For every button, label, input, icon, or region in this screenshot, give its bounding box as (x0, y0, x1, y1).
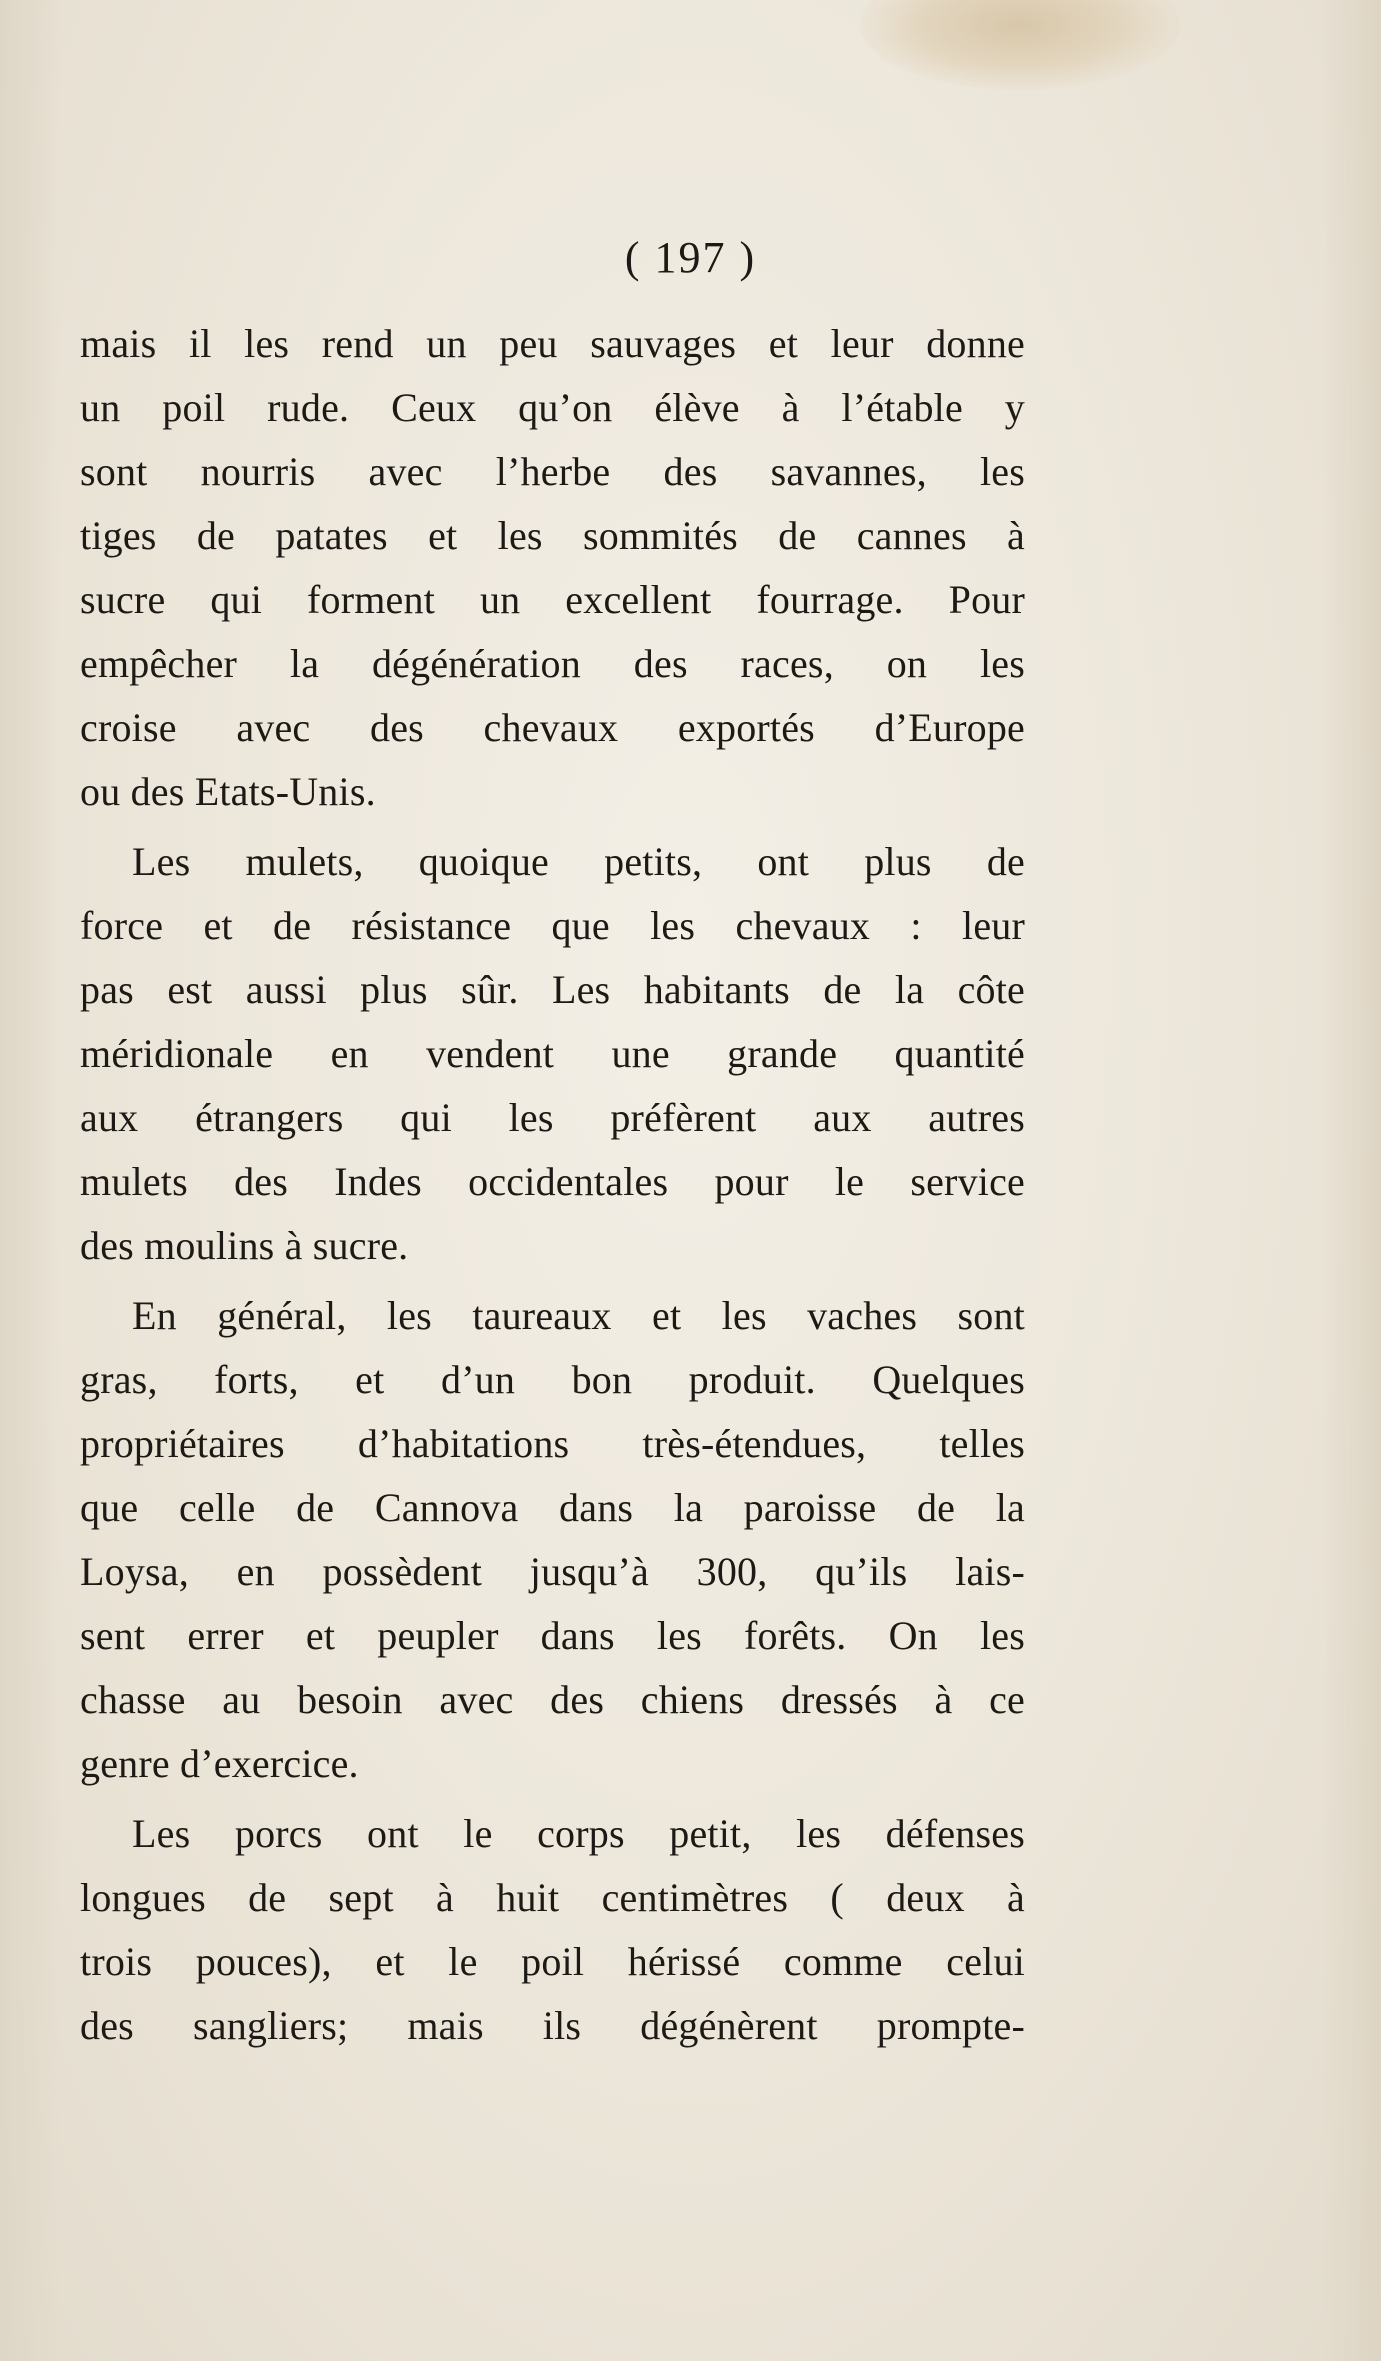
text-line: croise avec des chevaux exportés d’Europe (80, 705, 1025, 750)
text-line: Les mulets, quoique petits, ont plus de (132, 839, 1025, 884)
text-line: force et de résistance que les chevaux : leur (80, 903, 1025, 948)
right-edge-shade (1321, 0, 1381, 2361)
text-line: sucre qui forment un excellent fourrage. Pour (80, 577, 1025, 622)
page-number: ( 197 ) (624, 233, 757, 282)
text-line: mulets des Indes occidentales pour le service (80, 1159, 1025, 1204)
text-line: ou des Etats-Unis. (80, 769, 376, 814)
text-line: chasse au besoin avec des chiens dressés à ce (80, 1677, 1025, 1722)
text-line: Les porcs ont le corps petit, les défenses (132, 1811, 1025, 1856)
text-line: tiges de patates et les sommités de cannes à (80, 513, 1025, 558)
text-line: longues de sept à huit centimètres ( deux à (80, 1875, 1025, 1920)
text-line: que celle de Cannova dans la paroisse de la (80, 1485, 1025, 1530)
text-line: sent errer et peupler dans les forêts. On les (80, 1613, 1025, 1658)
text-line: des sangliers; mais ils dégénèrent prompte- (80, 2003, 1025, 2048)
body-text (80, 312, 1025, 2058)
left-edge-shade (0, 0, 60, 2361)
paper-stain (860, 0, 1180, 90)
text-line: méridionale en vendent une grande quantité (80, 1031, 1025, 1076)
text-line: gras, forts, et d’un bon produit. Quelques (80, 1357, 1025, 1402)
text-line: genre d’exercice. (80, 1741, 359, 1786)
text-line: empêcher la dégénération des races, on les (80, 641, 1025, 686)
text-line: trois pouces), et le poil hérissé comme celui (80, 1939, 1025, 1984)
text-line: sont nourris avec l’herbe des savannes, les (80, 449, 1025, 494)
text-line: mais il les rend un peu sauvages et leur donne (80, 321, 1025, 366)
text-line: un poil rude. Ceux qu’on élève à l’étable y (80, 385, 1025, 430)
text-line: Loysa, en possèdent jusqu’à 300, qu’ils lais- (80, 1549, 1025, 1594)
text-line: des moulins à sucre. (80, 1223, 409, 1268)
text-line: propriétaires d’habitations très-étendues, telles (80, 1421, 1025, 1466)
text-line: pas est aussi plus sûr. Les habitants de la côte (80, 967, 1025, 1012)
text-line: En général, les taureaux et les vaches sont (132, 1293, 1025, 1338)
text-line: aux étrangers qui les préfèrent aux autres (80, 1095, 1025, 1140)
